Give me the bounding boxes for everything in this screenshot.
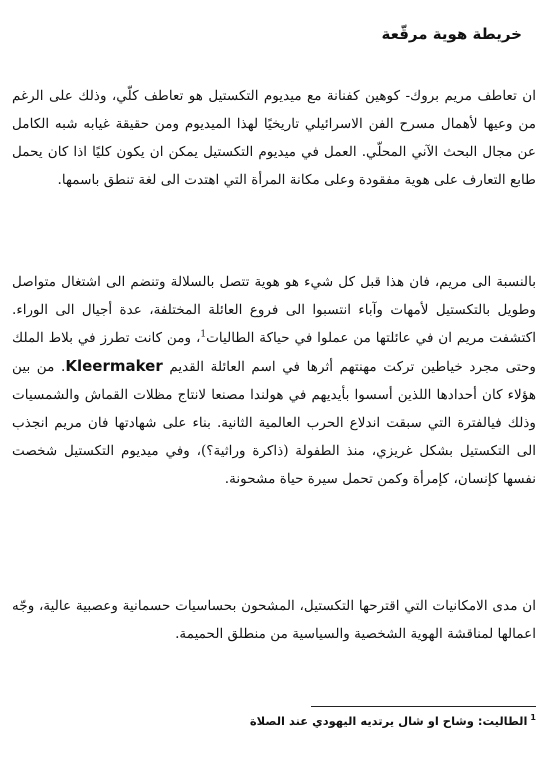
paragraph-1: ان تعاطف مريم بروك- كوهين كفنانة مع ميديوم التكستيل هو تعاطف كلّي، وذلك على الرغم من وعيها لأهمال مسرح الفن الاسرائيلي تاريخيًا لهذا الميديوم ومن حقيقة غيابه شبه الكامل عن مجال البحث الآني المحلّي. العمل في ميديوم التكستيل يمكن ان يكون كليًا اذا كان يحمل طابع التعارف على هوية مفقودة وعلى مكانة المرأة التي اهتدت الى لغة تنطق باسمها. xyxy=(12,88,536,188)
page-title: خريطة هوية مرقّعة xyxy=(381,25,522,43)
paragraph-3: ان مدى الامكانيات التي اقترحها التكستيل، المشحون بحساسيات حسمانية وعصبية عالية، وجّه اعمالها لمناقشة الهوية الشخصية والسياسية من منطلق الحميمة. xyxy=(12,598,536,642)
paragraph-2-part-1: بالنسبة الى مريم، فان هذا قبل كل شيء هو هوية تتصل بالسلالة وتنضم الى اشتغال متواصل وطويل بالتكستيل لأمهات وآباء انتسبوا الى فروع العائلة المختلفة، عدة أجيال الى الوراء. اكتشفت مريم ان في عائلتها من عملوا في حياكة الطاليات xyxy=(12,274,536,346)
footnote xyxy=(250,712,536,730)
footnote-text: الطاليت: وشاح او شال يرتديه اليهودي عند الصلاة xyxy=(249,714,528,728)
footnote-divider xyxy=(311,706,536,707)
paragraph-2-part-2: ، ومن كانت تطرز في بلاط الملك وحتى مجرد خياطين تركت مهنتهم أثرها في اسم العائلة القديم xyxy=(12,330,536,375)
paragraph-2-part-3: . من بين هؤلاء كان أحدادها اللذين أسسوا بأيديهم في هولندا مصنعا لانتاج مظلات القماش والشمسيات وذلك فيالفترة التي سبقت اندلاع الحرب العالمية الثانية. بناء على شهادتها فان مريم انجذب الى التكستيل بشكل غريزي، منذ الطفولة (ذاكرة وراثية؟)، وفي ميديوم التكستيل شخصت نفسها كإنسان، كإمرأة وكمن تحمل سيرة حياة مشحونة. xyxy=(12,359,536,487)
paragraph-2 xyxy=(12,268,536,493)
footnote-number: 1 xyxy=(530,713,536,723)
family-name-latin: Kleermaker xyxy=(65,357,163,375)
footnote-reference: 1 xyxy=(200,329,207,340)
